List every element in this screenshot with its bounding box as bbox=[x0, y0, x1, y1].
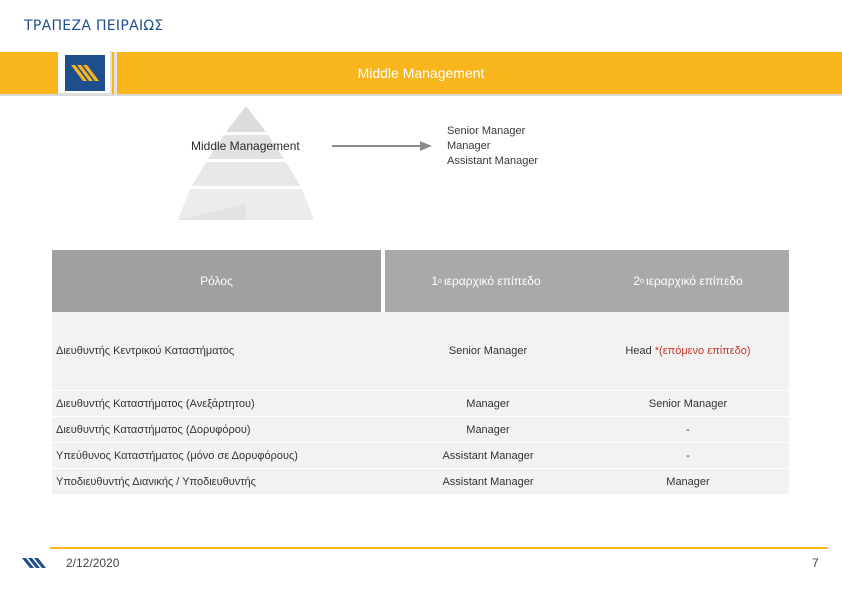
banner-shadow bbox=[0, 94, 842, 96]
footer-logo-icon bbox=[22, 556, 50, 570]
table-row bbox=[52, 468, 789, 494]
cell-level1: Senior Manager bbox=[448, 345, 528, 357]
pyramid-label: Middle Management bbox=[191, 139, 300, 153]
table-row bbox=[52, 442, 789, 468]
column-header-level1 bbox=[385, 250, 587, 312]
footer-divider bbox=[50, 547, 828, 549]
level2-ordinal: ο bbox=[640, 277, 644, 285]
roles-list-item: Assistant Manager bbox=[447, 155, 539, 167]
pyramid-graphic bbox=[178, 104, 314, 222]
cell-level2-note: *(επόμενο επίπεδο) bbox=[654, 345, 751, 357]
cell-level1: Assistant Manager bbox=[442, 449, 534, 462]
cell-role: Διευθυντής Κεντρικού Καταστήματος bbox=[56, 345, 235, 357]
level1-text: ιεραρχικό επίπεδο bbox=[443, 274, 541, 288]
roles-list bbox=[447, 124, 538, 169]
cell-level1: Manager bbox=[466, 397, 510, 410]
level2-text: ιεραρχικό επίπεδο bbox=[645, 274, 743, 288]
cell-role: Υπεύθυνος Καταστήματος (μόνο σε Δορυφόρους) bbox=[56, 449, 298, 462]
column-header-role: Ρόλος bbox=[52, 250, 385, 312]
slide-title: Middle Management bbox=[357, 65, 485, 81]
level1-number: 1 bbox=[431, 274, 439, 288]
roles-table bbox=[52, 250, 789, 494]
arrow-right-icon bbox=[332, 140, 432, 152]
cell-role: Υποδιευθυντής Διανικής / Υποδιευθυντής bbox=[56, 475, 256, 488]
level1-ordinal: ο bbox=[438, 277, 442, 285]
column-header-level2 bbox=[587, 250, 789, 312]
level2-number: 2 bbox=[633, 274, 641, 288]
table-row bbox=[52, 312, 789, 390]
brand-name: ΤΡΑΠΕΖΑ ΠΕΙΡΑΙΩΣ bbox=[24, 18, 164, 34]
cell-level2 bbox=[587, 345, 789, 357]
cell-role: Διευθυντής Καταστήματος (Ανεξάρτητου) bbox=[56, 397, 255, 410]
footer-date: 2/12/2020 bbox=[66, 556, 120, 570]
cell-level2-value: Head bbox=[625, 345, 655, 357]
cell-level1: Manager bbox=[466, 423, 510, 436]
page-number: 7 bbox=[812, 556, 819, 570]
cell-level2: - bbox=[686, 423, 690, 436]
table-row bbox=[52, 390, 789, 416]
cell-role: Διευθυντής Καταστήματος (Δορυφόρου) bbox=[56, 423, 251, 436]
cell-level2: - bbox=[686, 449, 690, 462]
cell-level2: Senior Manager bbox=[648, 397, 728, 410]
table-row bbox=[52, 416, 789, 442]
table-header bbox=[52, 250, 789, 312]
cell-level1: Assistant Manager bbox=[442, 475, 534, 488]
roles-list-item: Senior Manager bbox=[447, 125, 526, 137]
cell-level2: Manager bbox=[666, 475, 710, 488]
roles-list-item: Manager bbox=[447, 140, 491, 152]
